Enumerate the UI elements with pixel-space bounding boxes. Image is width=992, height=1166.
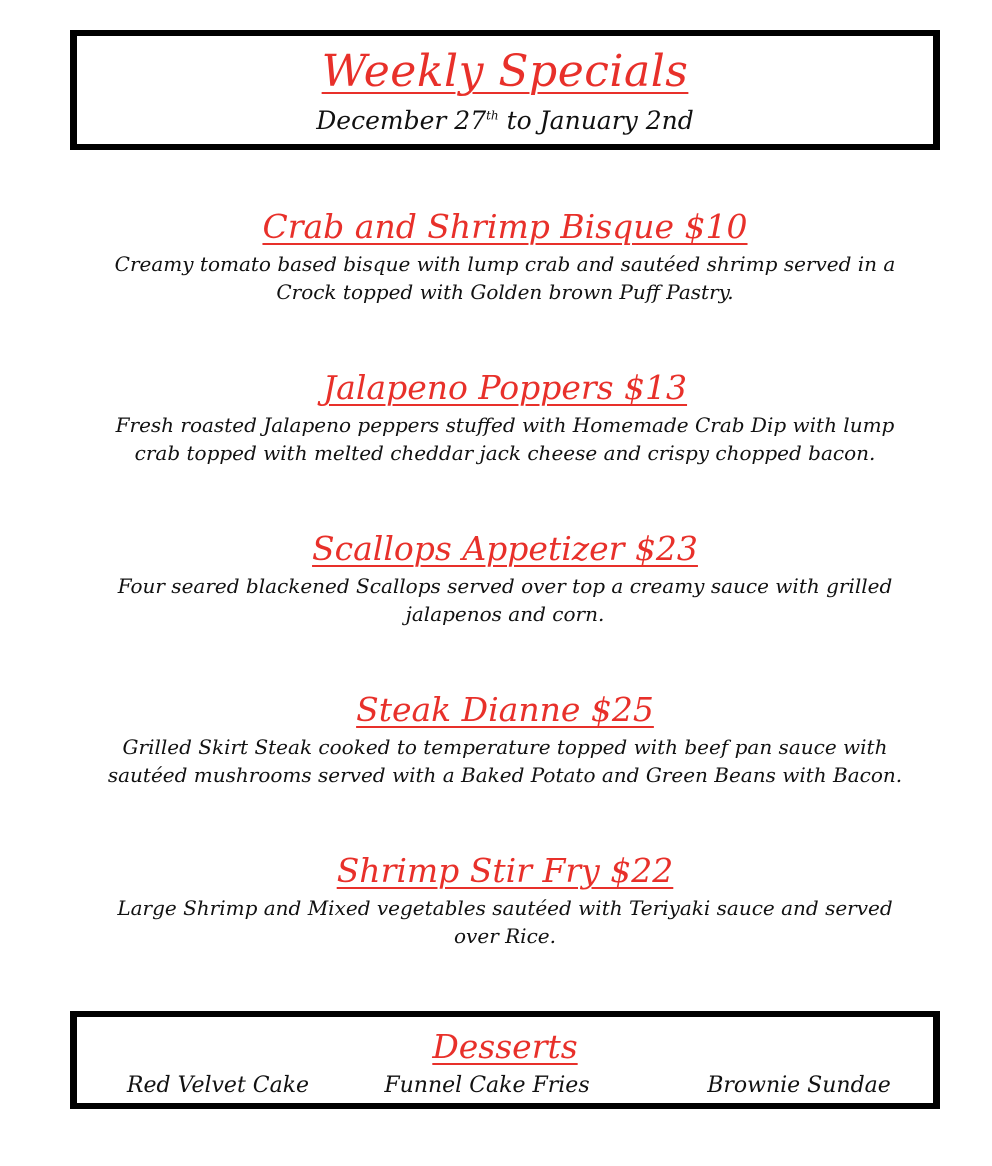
- special-description: [90, 250, 920, 306]
- date-range-suffix: th: [486, 108, 499, 123]
- special-item: [90, 689, 920, 789]
- dessert-item: Brownie Sundae: [707, 1073, 891, 1098]
- special-title: Steak Dianne $25: [356, 690, 654, 729]
- special-item: [90, 850, 920, 950]
- date-range-start: December 27: [316, 106, 487, 135]
- special-description-line: jalapenos and corn.: [405, 602, 605, 626]
- special-description-line: Creamy tomato based bisque with lump crab and sautéed shrimp served in a: [114, 252, 896, 276]
- special-description-line: over Rice.: [454, 924, 556, 948]
- special-description: [90, 572, 920, 628]
- special-title: Crab and Shrimp Bisque $10: [262, 207, 748, 246]
- special-description-line: Four seared blackened Scallops served over top a creamy sauce with grilled: [117, 574, 893, 598]
- special-description-line: Large Shrimp and Mixed vegetables sautéed with Teriyaki sauce and served: [117, 896, 893, 920]
- date-range-end: to January 2nd: [498, 106, 694, 135]
- special-description: [90, 411, 920, 467]
- page-title: Weekly Specials: [321, 46, 689, 97]
- special-description-line: Fresh roasted Jalapeno peppers stuffed with Homemade Crab Dip with lump: [115, 413, 895, 437]
- special-title: Shrimp Stir Fry $22: [336, 851, 674, 890]
- date-range: [77, 102, 933, 140]
- dessert-item: Funnel Cake Fries: [384, 1073, 590, 1098]
- special-description: [90, 894, 920, 950]
- special-item: [90, 367, 920, 467]
- dessert-item: Red Velvet Cake: [126, 1073, 310, 1098]
- desserts-title: Desserts: [432, 1027, 578, 1066]
- special-description-line: Crock topped with Golden brown Puff Pastry.: [276, 280, 734, 304]
- special-title: Jalapeno Poppers $13: [322, 368, 688, 407]
- special-item: [90, 528, 920, 628]
- desserts-box: [70, 1011, 940, 1109]
- special-item: [90, 206, 920, 306]
- special-description: [90, 733, 920, 789]
- special-description-line: crab topped with melted cheddar jack cheese and crispy chopped bacon.: [134, 441, 876, 465]
- special-description-line: Grilled Skirt Steak cooked to temperature topped with beef pan sauce with: [122, 735, 888, 759]
- header-box: [70, 30, 940, 150]
- special-description-line: sautéed mushrooms served with a Baked Potato and Green Beans with Bacon.: [107, 763, 903, 787]
- special-title: Scallops Appetizer $23: [312, 529, 698, 568]
